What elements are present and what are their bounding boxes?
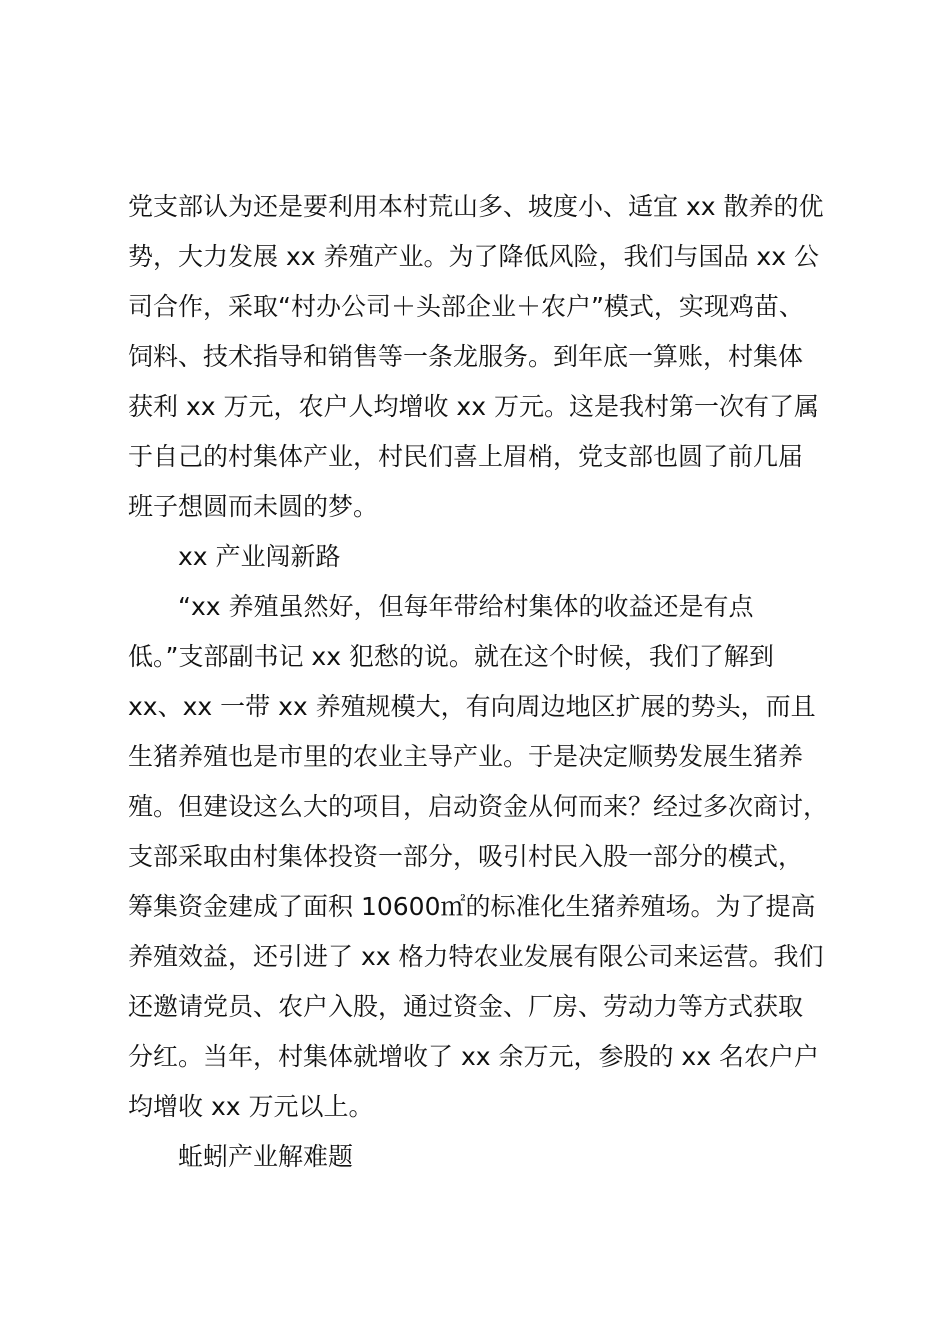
text-line: 生猪养殖也是市里的农业主导产业。于是决定顺势发展生猪养	[128, 742, 804, 771]
text-line: 司合作，采取“村办公司＋头部企业＋农户”模式，实现鸡苗、	[128, 292, 804, 321]
paragraph-village-collective-industry	[128, 182, 843, 532]
text-line: 分红。当年，村集体就增收了 xx 余万元，参股的 xx 名农户户	[128, 1042, 819, 1071]
text-line: 还邀请党员、农户入股，通过资金、厂房、劳动力等方式获取	[128, 992, 804, 1021]
text-line: 势，大力发展 xx 养殖产业。为了降低风险，我们与国品 xx 公	[128, 242, 819, 271]
section-heading-text: 蚯蚓产业解难题	[178, 1142, 354, 1171]
text-line: 均增收 xx 万元以上。	[128, 1092, 374, 1121]
text-line: 饲料、技术指导和销售等一条龙服务。到年底一算账，村集体	[128, 342, 804, 371]
document-body	[128, 182, 843, 1182]
text-line: 筹集资金建成了面积 10600㎡的标准化生猪养殖场。为了提高	[128, 892, 816, 921]
text-line: 低。”支部副书记 xx 犯愁的说。就在这个时候，我们了解到	[128, 642, 774, 671]
text-line: 党支部认为还是要利用本村荒山多、坡度小、适宜 xx 散养的优	[128, 192, 824, 221]
section-heading	[128, 532, 843, 582]
text-line: 于自己的村集体产业，村民们喜上眉梢，党支部也圆了前几届	[128, 442, 804, 471]
text-line: “xx 养殖虽然好，但每年带给村集体的收益还是有点	[178, 592, 754, 621]
text-line: xx、xx 一带 xx 养殖规模大，有向周边地区扩展的势头，而且	[128, 692, 816, 721]
paragraph-pig-farming	[128, 582, 843, 1132]
section-heading-text: xx 产业闯新路	[178, 542, 341, 571]
section-heading	[128, 1132, 843, 1182]
text-line: 殖。但建设这么大的项目，启动资金从何而来？经过多次商讨，	[128, 792, 829, 821]
text-line: 支部采取由村集体投资一部分，吸引村民入股一部分的模式，	[128, 842, 804, 871]
text-line: 获利 xx 万元，农户人均增收 xx 万元。这是我村第一次有了属	[128, 392, 819, 421]
text-line: 养殖效益，还引进了 xx 格力特农业发展有限公司来运营。我们	[128, 942, 824, 971]
text-line: 班子想圆而未圆的梦。	[128, 492, 379, 521]
